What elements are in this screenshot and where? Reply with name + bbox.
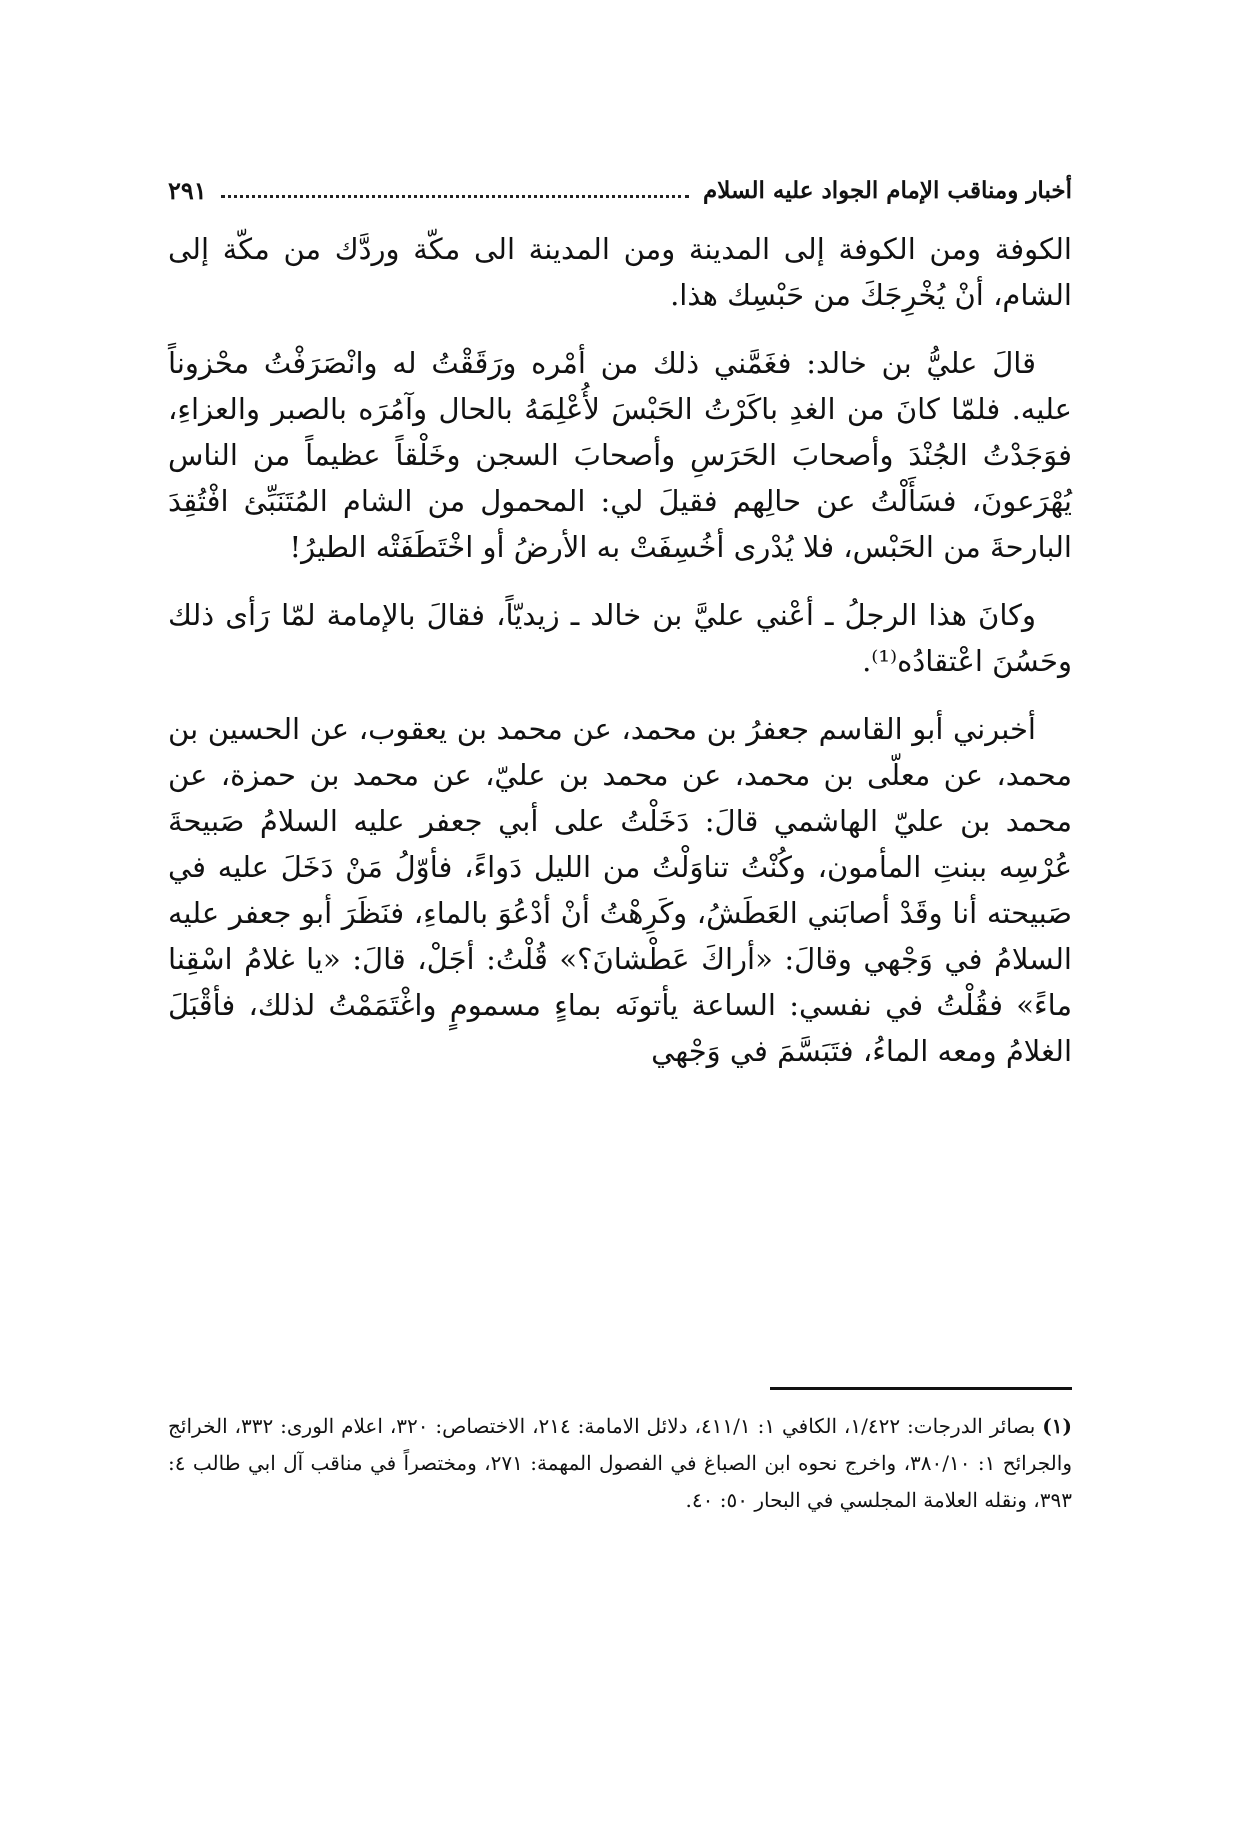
- main-text: [168, 226, 1072, 1096]
- running-header: [168, 170, 1072, 210]
- footnote-marker: (١): [1042, 1414, 1072, 1438]
- paragraph-zaydi: وكانَ هذا الرجلُ ـ أعْني عليَّ بن خالد ـ زيديّاً، فقالَ بالإمامة لمّا رَأى ذلك وحَسُنَ اعْتقادُه⁽¹⁾.: [168, 598, 1072, 678]
- running-header-title: أخبار ومناقب الإمام الجواد عليه السلام: [703, 176, 1072, 204]
- paragraph-hadith-narration: أخبرني أبو القاسم جعفرُ بن محمد، عن محمد بن يعقوب، عن الحسين بن محمد، عن معلّى بن محمد، عن محمد بن عليّ، عن محمد بن حمزة، عن محمد بن عليّ الهاشمي قالَ: دَخَلْتُ على أبي جعفر عليه السلامُ صَبيحةَ عُرْسِه ببنتِ المأمون، وكُنْتُ تناوَلْتُ من الليل دَواءً، فأوّلُ مَنْ دَخَلَ عليه في صَبيحته أنا وقَدْ أصابَني العَطَشُ، وكَرِهْتُ أنْ أدْعُوَ بالماءِ، فنَظَرَ أبو جعفر عليه السلامُ في وَجْهي وقالَ: «أراكَ عَطْشانَ؟» قُلْتُ: أجَلْ، قالَ: «يا غلامُ اسْقِنا ماءً» فقُلْتُ في نفسي: الساعة يأتونَه بماءٍ مسمومٍ واغْتَمَمْتُ لذلك، فأقْبَلَ الغلامُ ومعه الماءُ، فتَبَسَّمَ في وَجْهي: [168, 712, 1072, 1068]
- paragraph-continuation: الكوفة ومن الكوفة إلى المدينة ومن المدينة الى مكّة وردَّك من مكّة إلى الشام، أنْ يُخْرِجَكَ من حَبْسِك هذا.: [168, 232, 1072, 312]
- page-number: ٢٩١: [168, 175, 207, 205]
- footnote-divider: [770, 1387, 1072, 1390]
- footnote: [168, 1408, 1072, 1519]
- header-dot-leader: [221, 195, 689, 198]
- footnote-text: بصائر الدرجات: ١/٤٢٢، الكافي ١: ٤١١/١، دلائل الامامة: ٢١٤، الاختصاص: ٣٢٠، اعلام الورى: ٣٣٢، الخرائج والجرائح ١: ٣٨٠/١٠، واخرج نحوه ابن الصباغ في الفصول المهمة: ٢٧١، ومختصراً في مناقب آل ابي طالب ٤: ٣٩٣، ونقله العلامة المجلسي في البحار ٥٠: ٤٠.: [168, 1414, 1072, 1512]
- paragraph-ali-bin-khalid: قالَ عليُّ بن خالد: فغَمَّني ذلك من أمْره ورَقَقْتُ له وانْصَرَفْتُ محْزوناً عليه. فلمّا كانَ من الغدِ باكَرْتُ الحَبْسَ لأُعْلِمَهُ بالحال وآمُرَه بالصبر والعزاءِ، فوَجَدْتُ الجُنْدَ وأصحابَ الحَرَسِ وأصحابَ السجن وخَلْقاً عظيماً من الناس يُهْرَعونَ، فسَأَلْتُ عن حالِهم فقيلَ لي: المحمول من الشام المُتَنَبِّئ افْتُقِدَ البارحةَ من الحَبْس، فلا يُدْرى أخُسِفَتْ به الأرضُ أو اخْتَطَفَتْه الطيرُ!: [168, 346, 1072, 564]
